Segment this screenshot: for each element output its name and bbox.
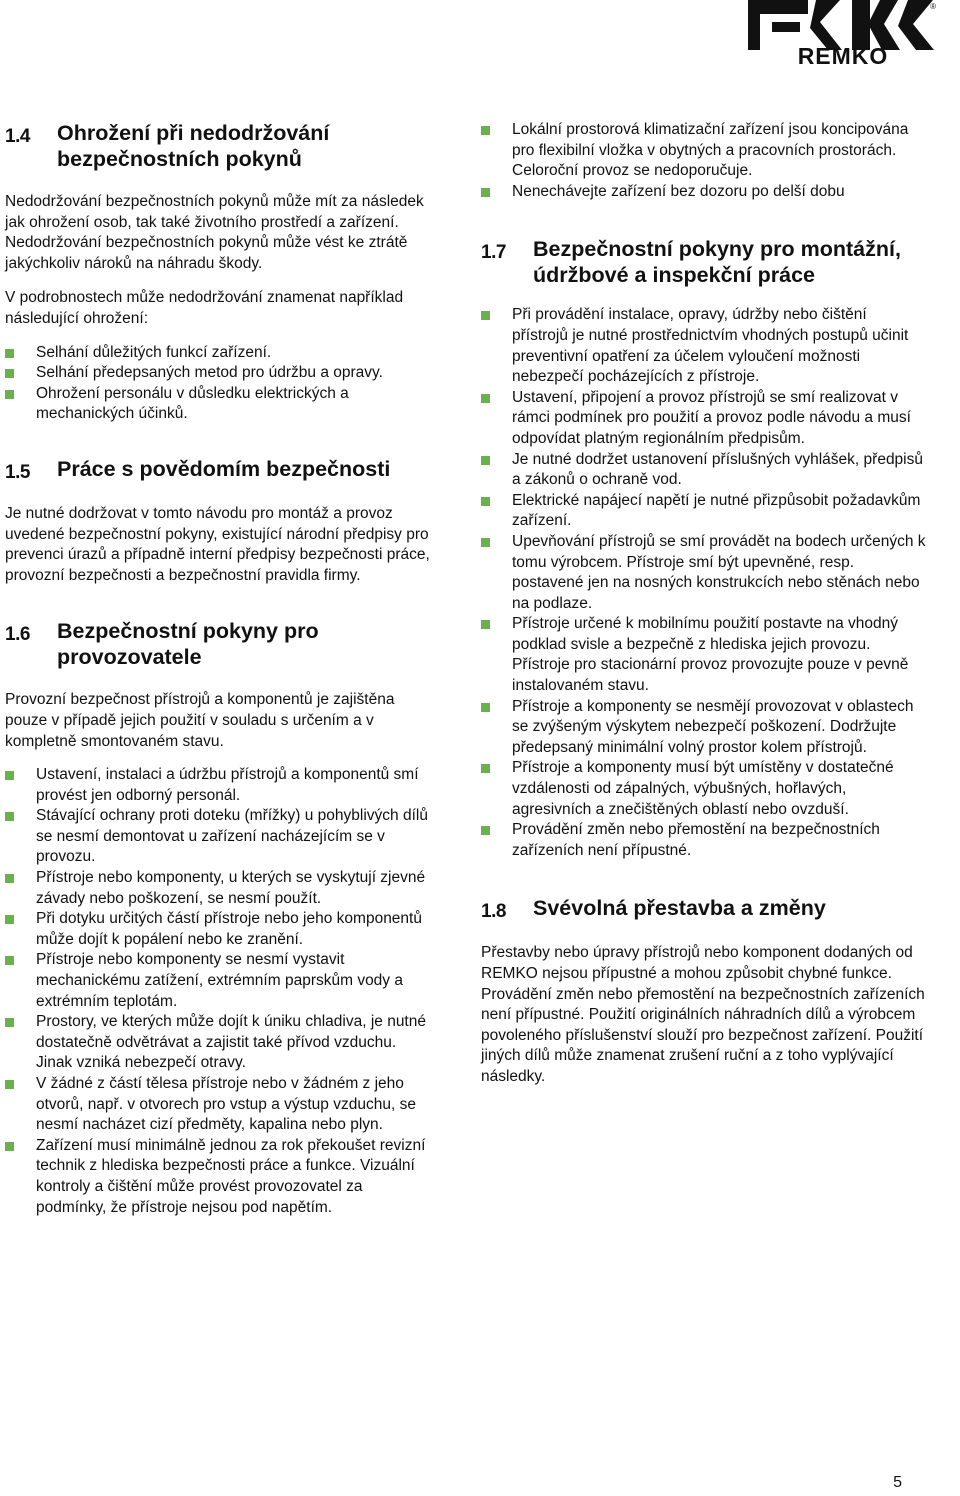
list-item: Stávající ochrany proti doteku (mřížky) u pohyblivých dílů se nesmí demontovat u zařízení nacházejícím se v provozu. <box>5 806 430 868</box>
square-bullet-icon <box>5 349 14 358</box>
page-number: 5 <box>893 1474 902 1491</box>
square-bullet-icon <box>481 311 490 320</box>
list-item: Přístroje nebo komponenty se nesmí vystavit mechanickému zatížení, extrémním paprskům vody a extrémním teplotám. <box>5 950 430 1012</box>
section-1-4-paragraph-2: V podrobnostech může nedodržování znamenat například následující ohrožení: <box>5 289 404 327</box>
left-column <box>5 120 430 1218</box>
section-1-6-list <box>5 765 430 1218</box>
list-item: Je nutné dodržet ustanovení příslušných vyhlášek, předpisů a zákonů o ochraně vod. <box>481 450 926 491</box>
section-title: Ohrožení při nedodržování bezpečnostních pokynů <box>57 121 330 171</box>
square-bullet-icon <box>5 956 14 965</box>
section-1-7-list <box>481 305 926 861</box>
section-title: Bezpečnostní pokyny pro montážní, údržbové a inspekční práce <box>533 237 901 288</box>
square-bullet-icon <box>5 1080 14 1089</box>
remko-logo <box>748 0 938 72</box>
section-1-4-heading <box>5 120 430 172</box>
logo-wordmark: REMKO <box>797 43 889 69</box>
section-number: 1.7 <box>481 242 506 264</box>
list-item: Elektrické napájecí napětí je nutné přizpůsobit požadavkům zařízení. <box>481 491 926 532</box>
square-bullet-icon <box>481 497 490 506</box>
registered-mark: ® <box>930 2 936 11</box>
section-number: 1.6 <box>5 624 30 646</box>
list-item: Lokální prostorová klimatizační zařízení jsou koncipována pro flexibilní vložka v obytných a pracovních prostorách. Celoroční provoz se nedoporučuje. <box>481 120 926 182</box>
list-item: Při dotyku určitých částí přístroje nebo jeho komponentů může dojít k popálení nebo ke zranění. <box>5 909 430 950</box>
list-item: Přístroje a komponenty se nesmějí provozovat v oblastech se zvýšeným výskytem nebezpečí poškození. Dodržujte předepsaný minimální volný prostor kolem přístrojů. <box>481 697 926 759</box>
square-bullet-icon <box>5 874 14 883</box>
section-1-8-paragraph: Přestavby nebo úpravy přístrojů nebo komponent dodaných od REMKO nejsou přípustné a mohou způsobit chybné funkce. Provádění změn nebo přemostění na bezpečnostních zařízeních není přípustné. Použití originálních náhradních dílů a výrobcem povoleného příslušenství slouží pro bezpečnost zařízení. Použití jiných dílů může znamenat zrušení ruční a z toho vyplývající následky. <box>481 944 925 1085</box>
section-title: Bezpečnostní pokyny pro provozovatele <box>57 619 319 670</box>
square-bullet-icon <box>481 188 490 197</box>
list-item: Přístroje a komponenty musí být umístěny v dostatečné vzdálenosti od zápalných, výbušných, hořlavých, agresivních a znečištěných oblastí nebo ovzduší. <box>481 758 926 820</box>
square-bullet-icon <box>481 456 490 465</box>
square-bullet-icon <box>481 764 490 773</box>
list-item: Přístroje nebo komponenty, u kterých se vyskytují zjevné závady nebo poškození, se nesmí použít. <box>5 868 430 909</box>
list-item: Upevňování přístrojů se smí provádět na bodech určených k tomu výrobcem. Přístroje smí být upevněné, resp. postavené jen na nosných konstrukcích nebo stěnách nebo na podlaze. <box>481 532 926 614</box>
square-bullet-icon <box>481 126 490 135</box>
square-bullet-icon <box>481 826 490 835</box>
square-bullet-icon <box>5 915 14 924</box>
section-1-6-heading <box>5 618 430 670</box>
section-number: 1.8 <box>481 901 506 923</box>
section-1-7-heading <box>481 236 926 288</box>
section-1-5-heading <box>5 456 430 484</box>
square-bullet-icon <box>481 703 490 712</box>
square-bullet-icon <box>5 812 14 821</box>
square-bullet-icon <box>481 394 490 403</box>
right-column <box>481 120 926 1088</box>
list-item: Ustavení, instalaci a údržbu přístrojů a komponentů smí provést jen odborný personál. <box>5 765 430 806</box>
list-item: Selhání důležitých funkcí zařízení. <box>5 343 430 364</box>
square-bullet-icon <box>481 538 490 547</box>
square-bullet-icon <box>5 390 14 399</box>
list-item: Ohrožení personálu v důsledku elektrických a mechanických účinků. <box>5 384 430 425</box>
square-bullet-icon <box>481 620 490 629</box>
list-item: Přístroje určené k mobilnímu použití postavte na vhodný podklad svisle a bezpečně z hlediska jejich provozu. Přístroje pro stacionární provoz provozujte pouze v pevně instalovaném stavu. <box>481 614 926 696</box>
square-bullet-icon <box>5 771 14 780</box>
square-bullet-icon <box>5 1018 14 1027</box>
section-1-4-paragraph-1: Nedodržování bezpečnostních pokynů může mít za následek jak ohrožení osob, tak také životního prostředí a zařízení. Nedodržování bezpečnostních pokynů může vést ke ztrátě jakýchkoliv nároků na náhradu škody. <box>5 193 424 272</box>
section-number: 1.5 <box>5 461 30 483</box>
section-1-4-list <box>5 343 430 425</box>
list-item: Provádění změn nebo přemostění na bezpečnostních zařízeních není přípustné. <box>481 820 926 861</box>
section-1-5-paragraph: Je nutné dodržovat v tomto návodu pro montáž a provoz uvedené bezpečnostní pokyny, existující národní předpisy pro prevenci úrazů a případně interní předpisy bezpečnosti práce, provozní bezpečnosti a bezpečnostní pravidla firmy. <box>5 504 430 584</box>
list-item: Ustavení, připojení a provoz přístrojů se smí realizovat v rámci podmínek pro použití a provoz podle návodu a musí odpovídat platným regionálním předpisům. <box>481 388 926 450</box>
list-item: Při provádění instalace, opravy, údržby nebo čištění přístrojů je nutné prostřednictvím vhodných postupů učinit preventivní opatření za účelem vyloučení možnosti nebezpečí pocházejících z přístroje. <box>481 305 926 387</box>
list-item: Nenechávejte zařízení bez dozoru po delší dobu <box>481 182 926 203</box>
list-item: Prostory, ve kterých může dojít k úniku chladiva, je nutné dostatečně odvětrávat a zajistit také přívod vzduchu. Jinak vzniká nebezpečí otravy. <box>5 1012 430 1074</box>
section-title: Svévolná přestavba a změny <box>533 896 826 921</box>
square-bullet-icon <box>5 369 14 378</box>
right-top-list <box>481 120 926 202</box>
list-item: Selhání předepsaných metod pro údržbu a opravy. <box>5 363 430 384</box>
section-1-8-heading <box>481 895 926 923</box>
section-number: 1.4 <box>5 126 30 147</box>
list-item: Zařízení musí minimálně jednou za rok překoušet revizní technik z hlediska bezpečnosti práce a funkce. Vizuální kontroly a čištění může provést provozovatel za podmínky, že přístroje nejsou pod napětím. <box>5 1136 430 1218</box>
section-1-6-paragraph: Provozní bezpečnost přístrojů a komponentů je zajištěna pouze v případě jejich použití v souladu s určením a v kompletně smontovaném stavu. <box>5 691 395 750</box>
square-bullet-icon <box>5 1142 14 1151</box>
list-item: V žádné z částí tělesa přístroje nebo v žádném z jeho otvorů, např. v otvorech pro vstup a výstup vzduchu, se nesmí nacházet cizí předměty, kapalina nebo plyn. <box>5 1074 430 1136</box>
section-title: Práce s povědomím bezpečnosti <box>57 456 391 481</box>
